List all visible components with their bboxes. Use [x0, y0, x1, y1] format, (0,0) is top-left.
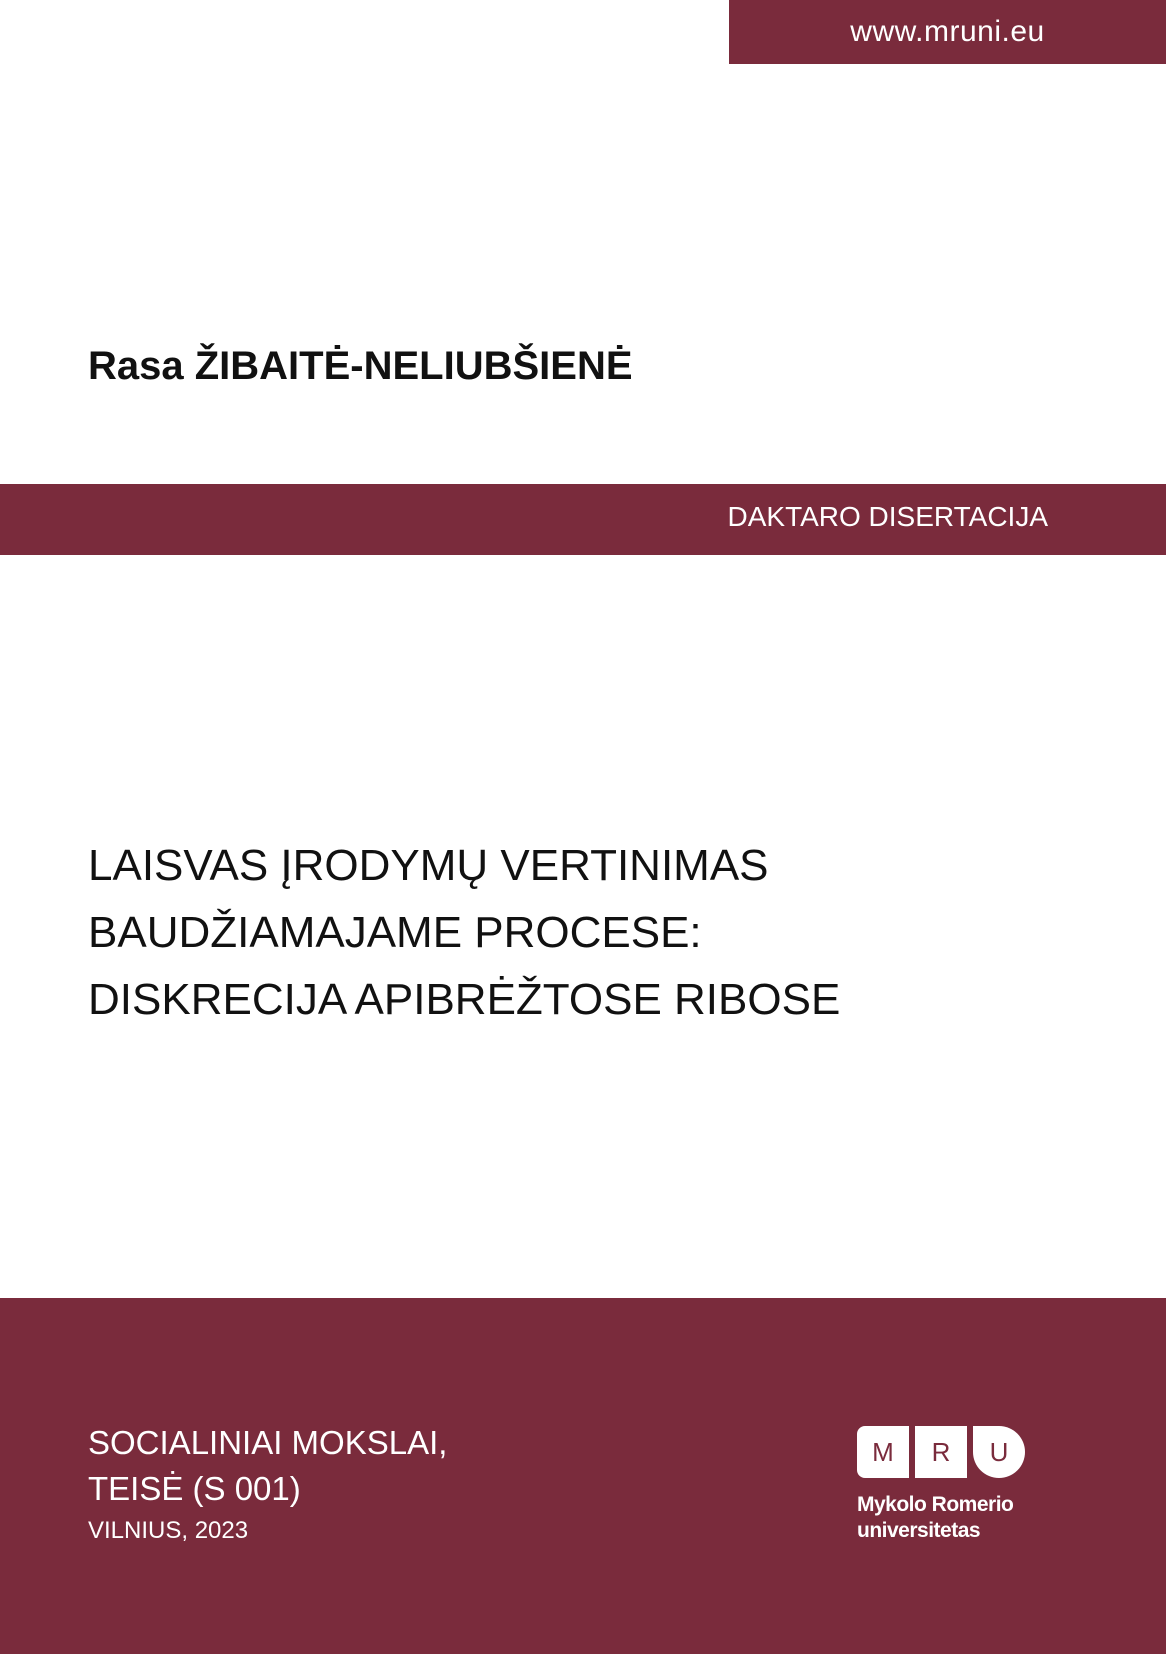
city-year: VILNIUS, 2023: [88, 1517, 249, 1544]
title-line: BAUDŽIAMAJAME PROCESE:: [88, 908, 702, 957]
title-line: DISKRECIJA APIBRĖŽTOSE RIBOSE: [88, 975, 841, 1024]
author-name: Rasa ŽIBAITĖ-NELIUBŠIENĖ: [88, 344, 633, 388]
scientific-field: [88, 1420, 447, 1512]
dissertation-title: [88, 832, 1088, 1033]
logo-letter-r: R: [915, 1426, 967, 1478]
logo-name-line: Mykolo Romerio: [857, 1493, 1014, 1516]
logo-university-name: [857, 1492, 1047, 1544]
field-line: TEISĖ (S 001): [88, 1470, 301, 1507]
university-logo: [857, 1426, 1047, 1556]
logo-letter-m: M: [857, 1426, 909, 1478]
logo-letter-u: U: [973, 1426, 1025, 1478]
field-line: SOCIALINIAI MOKSLAI,: [88, 1424, 448, 1461]
document-type: DAKTARO DISERTACIJA: [727, 501, 1048, 532]
website-bar: [729, 0, 1166, 64]
title-line: LAISVAS ĮRODYMŲ VERTINIMAS: [88, 841, 769, 890]
document-type-bar: [0, 484, 1166, 555]
website-link[interactable]: www.mruni.eu: [850, 15, 1045, 48]
logo-name-line: universitetas: [857, 1519, 981, 1542]
logo-mark: [857, 1426, 1047, 1478]
